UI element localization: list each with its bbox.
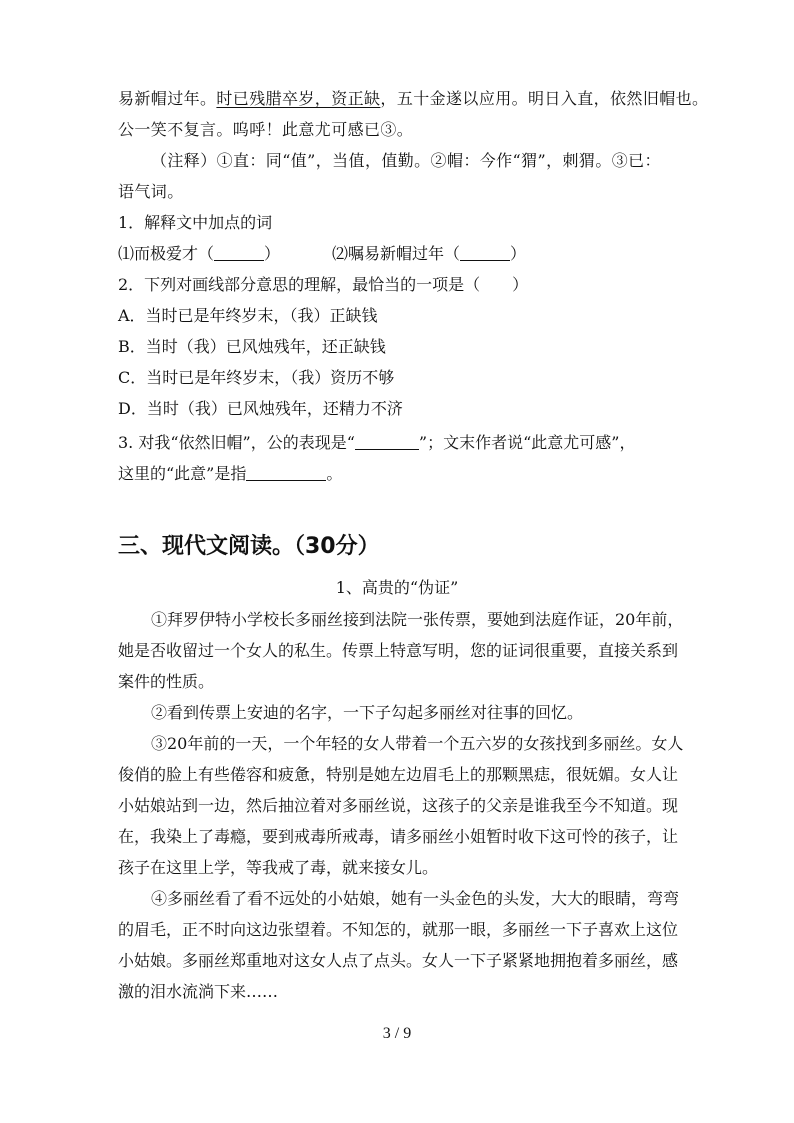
question-1-item-2: ⑵嘱易新帽过年（	[332, 244, 461, 263]
question-1-items	[118, 243, 526, 265]
question-3-line-2	[118, 463, 342, 485]
question-1-item-1: ⑴而极爱才（	[118, 244, 215, 263]
question-3-line-1	[118, 432, 635, 454]
article-line: ④多丽丝看了看不远处的小姑娘，她有一头金色的头发，大大的眼睛，弯弯	[151, 889, 680, 908]
article-line: ③20年前的一天，一个年轻的女人带着一个五六岁的女孩找到多丽丝。女人	[151, 734, 684, 753]
article-line: 俊俏的脸上有些倦容和疲惫，特别是她左边眉毛上的那颗黑痣，很妩媚。女人让	[118, 765, 679, 784]
article-line: 案件的性质。	[118, 672, 215, 691]
passage-text: 易新帽过年。	[118, 89, 217, 108]
article-line: ①拜罗伊特小学校长多丽丝接到法院一张传票，要她到法庭作证，20年前，	[151, 610, 684, 629]
question-1-title: 1．解释文中加点的词	[118, 213, 273, 232]
question-2-option-c: C．当时已是年终岁末，（我）资历不够	[118, 368, 395, 387]
question-3-text: ”；文末作者说“此意尤可感”，	[418, 433, 636, 452]
question-3-text: 3. 对我“依然旧帽”，公的表现是“	[118, 433, 355, 452]
article-line: 孩子在这里上学，等我戒了毒，就来接女儿。	[118, 858, 439, 877]
article-line: 小姑娘。多丽丝郑重地对这女人点了点头。女人一下子紧紧地拥抱着多丽丝，感	[118, 951, 679, 970]
passage-line-1	[118, 88, 708, 110]
article-line: ②看到传票上安迪的名字，一下子勾起多丽丝对往事的回忆。	[151, 703, 584, 722]
paren-close: ）	[510, 244, 527, 263]
article-title: 1、高贵的“伪证”	[335, 578, 459, 597]
annotation-line-2: 语气词。	[118, 182, 184, 201]
answer-blank[interactable]	[246, 464, 326, 481]
answer-blank[interactable]	[355, 433, 419, 450]
passage-line-2: 公一笑不复言。呜呼！此意尤可感已③。	[118, 120, 414, 139]
article-line: 的眉毛，正不时向这边张望着。不知怎的，就那一眼，多丽丝一下子喜欢上这位	[118, 920, 679, 939]
article-line: 她是否收留过一个女人的私生。传票上特意写明，您的证词很重要，直接关系到	[118, 641, 679, 660]
article-line: 激的泪水流淌下来……	[118, 982, 279, 1001]
article-line: 小姑娘站到一边，然后抽泣着对多丽丝说，这孩子的父亲是谁我至今不知道。现	[118, 796, 679, 815]
question-2-title: 2．下列对画线部分意思的理解，最恰当的一项是（ ）	[118, 275, 529, 294]
question-2-option-b: B．当时（我）已风烛残年，还正缺钱	[118, 337, 386, 356]
annotation-line-1: （注释）①直：同“值”，当值，值勤。②帽：今作“猬”，刺猬。③已：	[151, 151, 661, 170]
article-line: 在，我染上了毒瘾，要到戒毒所戒毒，请多丽丝小姐暂时收下这可怜的孩子，让	[118, 827, 679, 846]
underlined-phrase: 时已残腊卒岁，资正缺	[216, 89, 381, 108]
section-heading: 三、现代文阅读。（30分）	[118, 534, 380, 559]
passage-text: ，五十金遂以应用。明日入直，依然旧帽也。	[380, 89, 709, 108]
question-2-option-a: A．当时已是年终岁末，（我）正缺钱	[118, 306, 378, 325]
question-3-text: 这里的“此意”是指	[118, 464, 247, 483]
answer-blank[interactable]	[214, 244, 264, 261]
question-3-text: 。	[326, 464, 343, 483]
paren-close: ）	[264, 244, 281, 263]
answer-blank[interactable]	[460, 244, 510, 261]
page-number: 3 / 9	[382, 1025, 412, 1042]
question-2-option-d: D．当时（我）已风烛残年，还精力不济	[118, 399, 403, 418]
